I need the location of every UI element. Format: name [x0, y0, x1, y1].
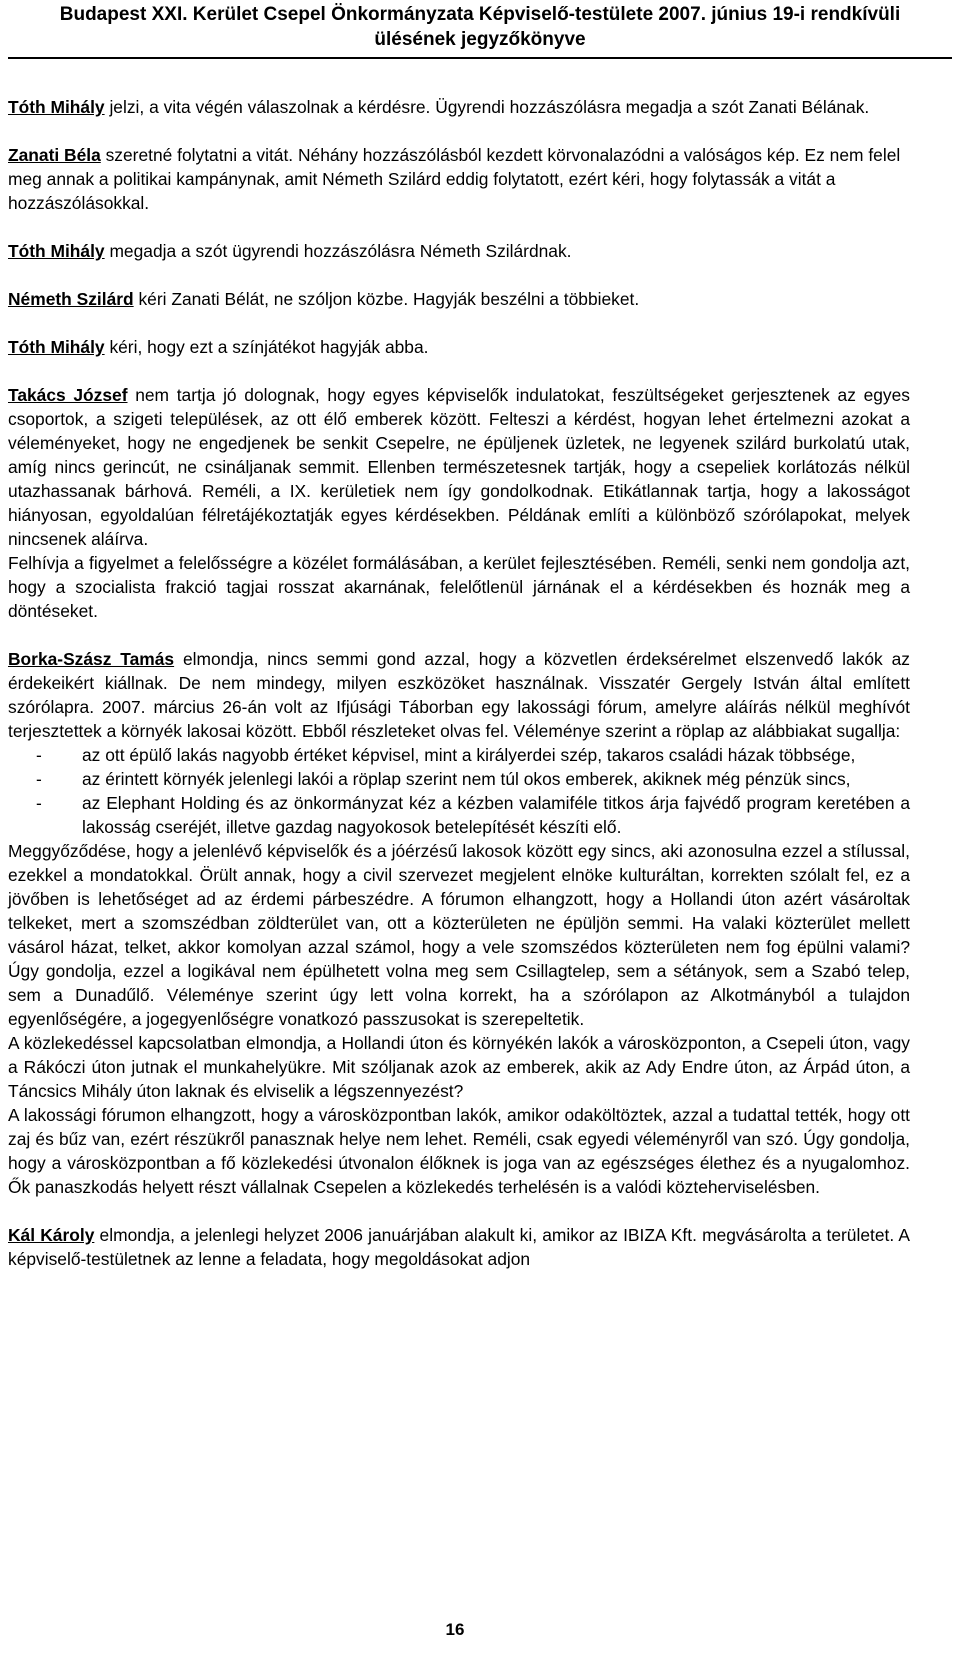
- paragraph-text: elmondja, a jelenlegi helyzet 2006 januárjában alakult ki, amikor az IBIZA Kft. megvásárolta a területet. A képviselő-testületnek az lenne a feladata, hogy megoldásokat adjon: [8, 1225, 910, 1269]
- speaker-name: Tóth Mihály: [8, 241, 105, 261]
- paragraph-text: kéri, hogy ezt a színjátékot hagyják abba.: [104, 337, 429, 357]
- paragraph-borka-intro: [8, 647, 910, 743]
- header-rule: [8, 57, 952, 59]
- paragraph-nemeth: [8, 287, 910, 311]
- list-item-text: az érintett környék jelenlegi lakói a röplap szerint nem túl okos emberek, akiknek még pénzük sincs,: [82, 769, 851, 789]
- paragraph-text: nem tartja jó dolognak, hogy egyes képviselők indulatokat, feszültségeket gerjesztenek az egyes csoportok, a szigeti települések, az ott élő emberek között. Felteszi a kérdést, hogyan lehet értelmezni azokat a véleményeket, hogy ne engedjenek be senkit Csepelre, ne épüljenek üzletek, ne legyenek szilárd burkolatú utak, amíg nincs gerincút, ne csináljanak semmit. Ellenben természetesnek tartják, hogy a csepeliek korlátozás nélkül utazhassanak bárhová. Reméli, a IX. kerületiek nem így gondolkodnak. Etikátlannak tartja, hogy a lakosságot hiányosan, egyoldalúan félretájékoztatják egyes kérdésekben. Példának említi a különböző szórólapokat, melyek nincsenek aláírva.: [8, 385, 910, 549]
- speaker-name: Németh Szilárd: [8, 289, 134, 309]
- paragraph-borka-4: A lakossági fórumon elhangzott, hogy a városközpontban lakók, amikor odaköltöztek, azzal a tudattal tették, hogy ott zaj és bűz van, ezért részükről panasznak helye nem lehet. Reméli, csak egyedi véleményről van szó. Úgy gondolja, hogy a városközpontban a fő közlekedési útvonalon élőknek is joga van az egészséges élethez és a nyugalomhoz. Ők panaszkodás helyett részt vállalnak Csepelen a közlekedés terhelésén is a valódi közteherviselésben.: [8, 1105, 910, 1197]
- paragraph-toth-1: [8, 95, 910, 119]
- list-item-text: az ott épülő lakás nagyobb értéket képvisel, mint a királyerdei szép, takaros családi házak többsége,: [82, 745, 856, 765]
- paragraph-zanati: [8, 143, 910, 215]
- bullet-list: [8, 743, 910, 839]
- paragraph-takacs-1: [8, 383, 910, 551]
- paragraph-text: jelzi, a vita végén válaszolnak a kérdésre. Ügyrendi hozzászólásra megadja a szót Zanati Bélának.: [104, 97, 870, 117]
- paragraph-text: elmondja, nincs semmi gond azzal, hogy a közvetlen érdeksérelmet elszenvedő lakók az érdekeikért kiállnak. De nem mindegy, milyen eszközöket használnak. Visszatér Gergely István által említett szórólapra. 2007. március 26-án volt az Ifjúsági Táborban egy lakossági fórum, amelyre aláírás nélkül meghívót terjesztettek a környék lakosai között. Ebből részleteket olvas fel. Véleménye szerint a röplap az alábbiakat sugallja:: [8, 649, 910, 741]
- paragraph-text: szeretné folytatni a vitát. Néhány hozzászólásból kezdett körvonalazódni a valóságos kép. Ez nem felel meg annak a politikai kampánynak, amit Németh Szilárd eddig folytatott, ezért kéri, hogy folytassák a vitát a hozzászólásokkal.: [8, 145, 901, 213]
- paragraph-takacs-2: Felhívja a figyelmet a felelősségre a közélet formálásában, a kerület fejlesztésében. Reméli, senki nem gondolja azt, hogy a szocialista frakció tagjai rosszat akarnának, felelőtlenül járnának el a kérdésekben és hoznák meg a döntéseket.: [8, 553, 910, 621]
- paragraph-toth-2: [8, 239, 910, 263]
- paragraph-text: megadja a szót ügyrendi hozzászólásra Németh Szilárdnak.: [104, 241, 572, 261]
- paragraph-borka-2: Meggyőződése, hogy a jelenlévő képviselők és a jóérzésű lakosok között egy sincs, aki azonosulna ezzel a stílussal, ezekkel a mondatokkal. Örült annak, hogy a civil szervezet megjelent elnöke kulturáltan, korrekten szólalt fel, ez a jövőben is lehetőséget ad az érdemi párbeszédre. A fórumon elhangzott, hogy a Hollandi úton azért vásároltak telkeket, mert a szomszédban zöldterület van, ott a közterületen ne épüljön semmi. Ha valaki közterület mellett vásárol házat, telket, akkor komolyan azzal számol, hogy a vele szomszédos közterületen nem fog épülni valami? Úgy gondolja, ezzel a logikával nem épülhetett volna meg sem Csillagtelep, sem a sétányok, sem a Szabó telep, sem a Dunadűlő. Véleménye szerint úgy lett volna korrekt, ha a szórólapon az Alkotmányból a tulajdon egyenlőségére, a jogegyenlőségre vonatkozó passzusokat is szerepeltetik.: [8, 841, 910, 1029]
- paragraph-toth-3: [8, 335, 910, 359]
- speaker-name: Tóth Mihály: [8, 97, 105, 117]
- document-body: [8, 95, 910, 1271]
- paragraph-borka-3: A közlekedéssel kapcsolatban elmondja, a Hollandi úton és környékén lakók a városközponton, a Csepeli úton, vagy a Rákóczi úton jutnak el munkahelyükre. Mit szóljanak azok az emberek, akik az Ady Endre úton, az Árpád úton, a Táncsics Mihály úton laknak és elviselik a légszennyezést?: [8, 1033, 910, 1101]
- speaker-name: Zanati Béla: [8, 145, 101, 165]
- header-line-1: Budapest XXI. Kerület Csepel Önkormányzata Képviselő-testülete 2007. június 19-i rendkívüli: [59, 4, 901, 25]
- speaker-name: Tóth Mihály: [8, 337, 105, 357]
- bullet-dash: -: [36, 745, 42, 765]
- speaker-name: Borka-Szász Tamás: [8, 649, 175, 669]
- page-number: 16: [445, 1620, 465, 1639]
- speaker-name: Kál Károly: [8, 1225, 95, 1245]
- list-item: [8, 743, 910, 767]
- header-line-2: ülésének jegyzőkönyve: [374, 29, 586, 50]
- speaker-name: Takács József: [8, 385, 128, 405]
- list-item: [8, 791, 910, 839]
- list-item-text: az Elephant Holding és az önkormányzat kéz a kézben valamiféle titkos árja fajvédő program keretében a lakosság cseréjét, illetve gazdag nagyokosok betelepítését készíti elő.: [82, 793, 910, 837]
- list-item: [8, 767, 910, 791]
- bullet-dash: -: [36, 769, 42, 789]
- page-header: [0, 2, 960, 52]
- paragraph-kal: [8, 1223, 910, 1271]
- bullet-dash: -: [36, 793, 42, 813]
- paragraph-text: kéri Zanati Bélát, ne szóljon közbe. Hagyják beszélni a többieket.: [133, 289, 640, 309]
